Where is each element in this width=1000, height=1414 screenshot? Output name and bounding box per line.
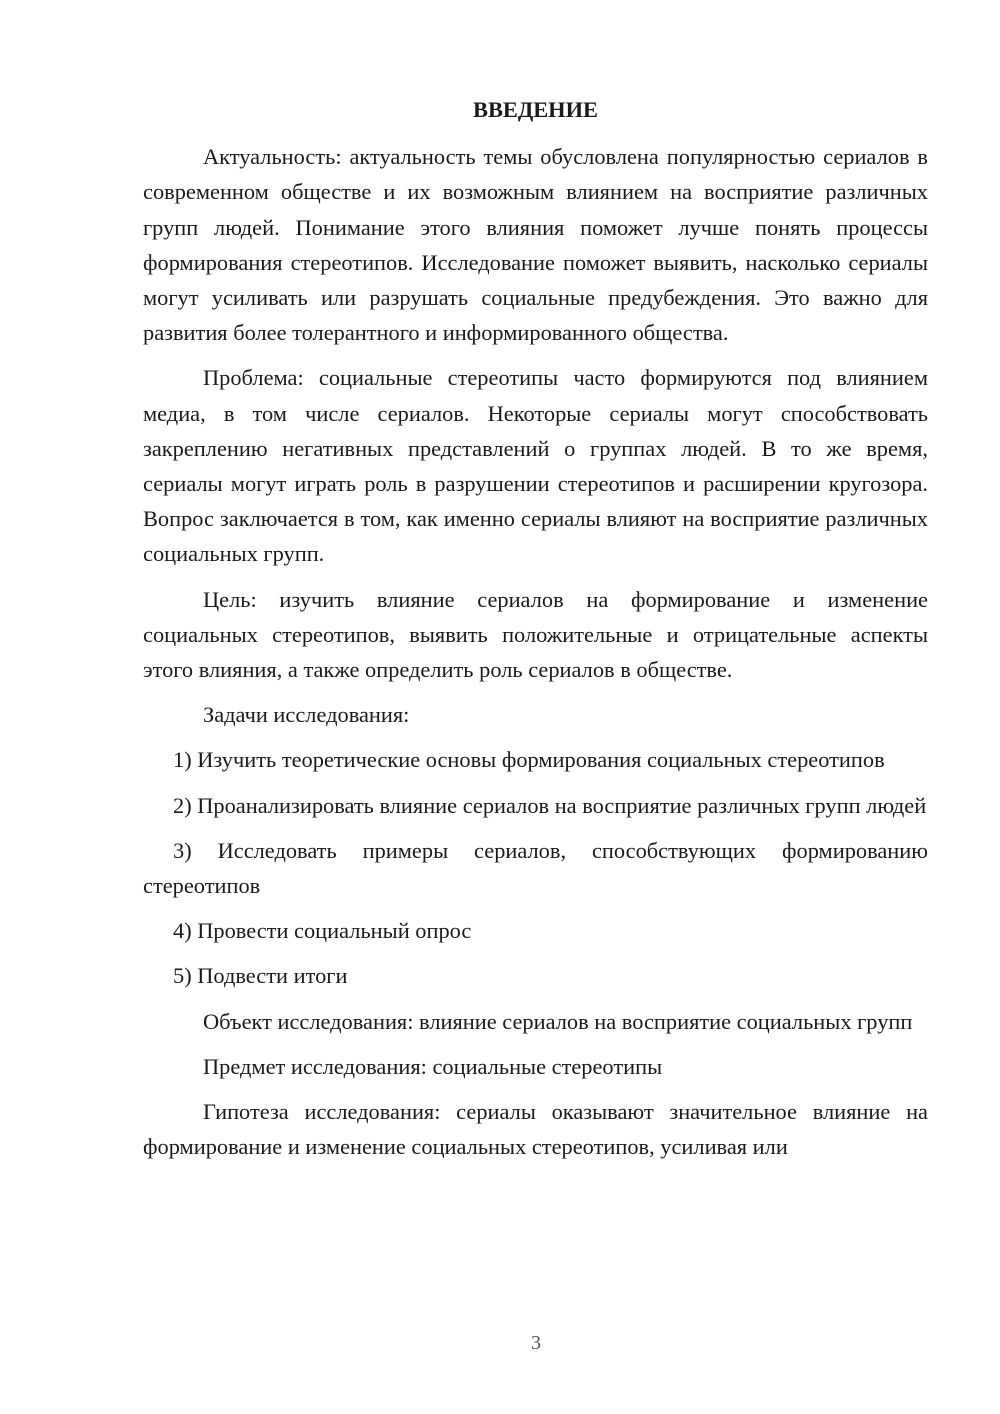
paragraph-relevance: Актуальность: актуальность темы обусловлена популярностью сериалов в современном обществе и их возможным влиянием на восприятие различных групп людей. Понимание этого влияния поможет лучше понять процессы формирования стереотипов. Исследование поможет выявить, насколько сериалы могут усиливать или разрушать социальные предубеждения. Это важно для развития более толерантного и информированного общества. (143, 144, 928, 346)
paragraph-object: Объект исследования: влияние сериалов на восприятие социальных групп (203, 1008, 913, 1034)
page-content (143, 92, 928, 1174)
task-item-1: 1) Изучить теоретические основы формирования социальных стереотипов (173, 747, 885, 773)
paragraph-tasks-heading: Задачи исследования: (203, 702, 410, 728)
paragraph-goal: Цель: изучить влияние сериалов на формирование и изменение социальных стереотипов, выявить положительные и отрицательные аспекты этого влияния, а также определить роль сериалов в обществе. (143, 586, 928, 683)
section-title: ВВЕДЕНИЕ (473, 97, 598, 122)
task-item-5: 5) Подвести итоги (173, 963, 348, 989)
task-item-3: 3) Исследовать примеры сериалов, способствующих формированию стереотипов (143, 837, 928, 899)
task-item-2: 2) Проанализировать влияние сериалов на восприятие различных групп людей (173, 792, 927, 818)
task-item-4: 4) Провести социальный опрос (173, 918, 472, 944)
paragraph-hypothesis: Гипотеза исследования: сериалы оказывают значительное влияние на формирование и изменение социальных стереотипов, усиливая или (143, 1099, 928, 1160)
paragraph-subject: Предмет исследования: социальные стереотипы (203, 1053, 663, 1079)
page-number: 3 (531, 1332, 541, 1354)
paragraph-problem: Проблема: социальные стереотипы часто формируются под влиянием медиа, в том числе сериалов. Некоторые сериалы могут способствовать закреплению негативных представлений о группах людей. В то же время, сериалы могут играть роль в разрушении стереотипов и расширении кругозора. Вопрос заключается в том, как именно сериалы влияют на восприятие различных социальных групп. (143, 365, 928, 567)
